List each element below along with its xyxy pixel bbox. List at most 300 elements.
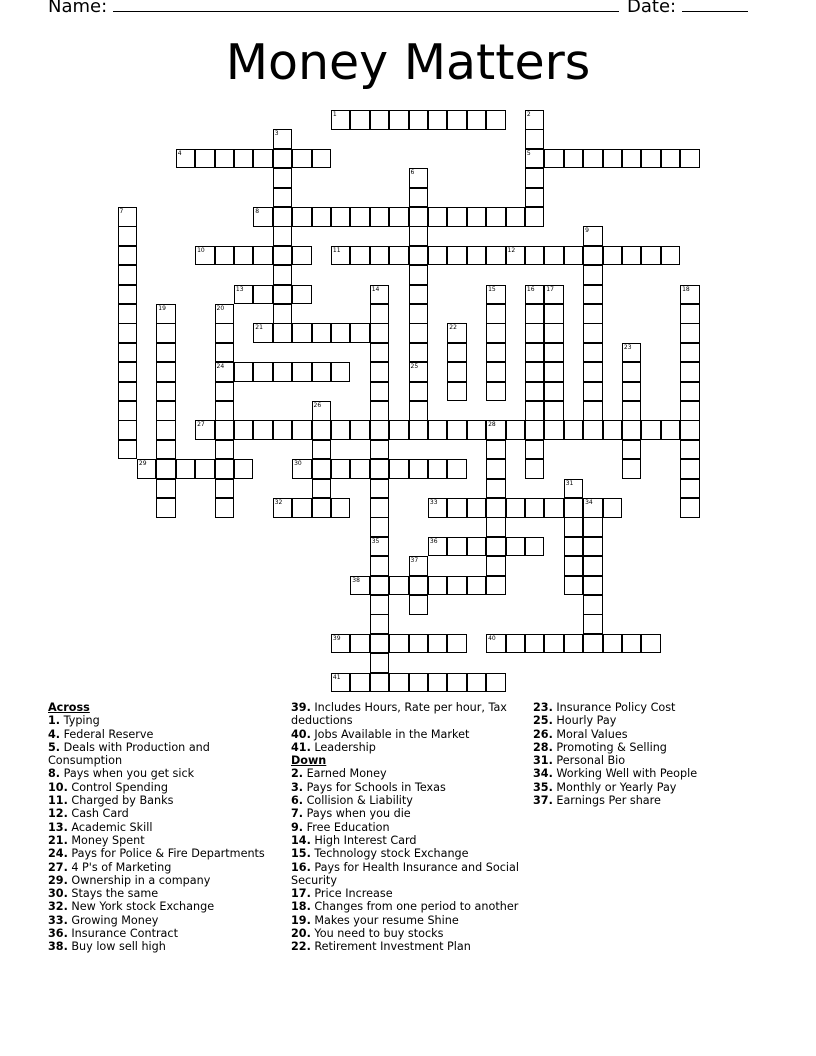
grid-cell[interactable] bbox=[273, 246, 293, 266]
grid-cell[interactable] bbox=[118, 401, 138, 421]
grid-cell[interactable] bbox=[603, 498, 623, 518]
grid-cell[interactable] bbox=[525, 207, 545, 227]
grid-cell[interactable] bbox=[370, 323, 390, 343]
grid-cell[interactable] bbox=[525, 362, 545, 382]
grid-cell[interactable] bbox=[331, 420, 351, 440]
grid-cell[interactable] bbox=[195, 459, 215, 479]
grid-cell[interactable] bbox=[234, 149, 254, 169]
grid-cell[interactable] bbox=[312, 479, 332, 499]
grid-cell[interactable] bbox=[409, 323, 429, 343]
grid-cell[interactable] bbox=[273, 304, 293, 324]
grid-cell[interactable] bbox=[680, 285, 700, 305]
grid-cell[interactable] bbox=[622, 401, 642, 421]
grid-cell[interactable] bbox=[370, 673, 390, 693]
grid-cell[interactable] bbox=[583, 149, 603, 169]
grid-cell[interactable] bbox=[583, 343, 603, 363]
grid-cell[interactable] bbox=[156, 459, 176, 479]
grid-cell[interactable] bbox=[486, 537, 506, 557]
grid-cell[interactable] bbox=[350, 634, 370, 654]
grid-cell[interactable] bbox=[428, 498, 448, 518]
grid-cell[interactable] bbox=[447, 576, 467, 596]
grid-cell[interactable] bbox=[428, 420, 448, 440]
grid-cell[interactable] bbox=[409, 207, 429, 227]
grid-cell[interactable] bbox=[622, 382, 642, 402]
grid-cell[interactable] bbox=[292, 420, 312, 440]
grid-cell[interactable] bbox=[564, 246, 584, 266]
grid-cell[interactable] bbox=[467, 498, 487, 518]
grid-cell[interactable] bbox=[603, 634, 623, 654]
grid-cell[interactable] bbox=[661, 246, 681, 266]
grid-cell[interactable] bbox=[447, 246, 467, 266]
grid-cell[interactable] bbox=[428, 110, 448, 130]
grid-cell[interactable] bbox=[486, 110, 506, 130]
grid-cell[interactable] bbox=[389, 576, 409, 596]
grid-cell[interactable] bbox=[583, 556, 603, 576]
grid-cell[interactable] bbox=[273, 420, 293, 440]
grid-cell[interactable] bbox=[409, 634, 429, 654]
grid-cell[interactable] bbox=[234, 285, 254, 305]
grid-cell[interactable] bbox=[118, 285, 138, 305]
grid-cell[interactable] bbox=[370, 556, 390, 576]
grid-cell[interactable] bbox=[215, 420, 235, 440]
grid-cell[interactable] bbox=[506, 246, 526, 266]
grid-cell[interactable] bbox=[564, 576, 584, 596]
grid-cell[interactable] bbox=[370, 343, 390, 363]
grid-cell[interactable] bbox=[525, 246, 545, 266]
grid-cell[interactable] bbox=[680, 362, 700, 382]
grid-cell[interactable] bbox=[312, 149, 332, 169]
grid-cell[interactable] bbox=[583, 420, 603, 440]
grid-cell[interactable] bbox=[486, 420, 506, 440]
grid-cell[interactable] bbox=[641, 149, 661, 169]
grid-cell[interactable] bbox=[447, 537, 467, 557]
grid-cell[interactable] bbox=[350, 110, 370, 130]
grid-cell[interactable] bbox=[156, 401, 176, 421]
grid-cell[interactable] bbox=[622, 246, 642, 266]
grid-cell[interactable] bbox=[603, 420, 623, 440]
grid-cell[interactable] bbox=[525, 188, 545, 208]
grid-cell[interactable] bbox=[234, 362, 254, 382]
grid-cell[interactable] bbox=[370, 420, 390, 440]
grid-cell[interactable] bbox=[215, 362, 235, 382]
grid-cell[interactable] bbox=[409, 556, 429, 576]
grid-cell[interactable] bbox=[409, 362, 429, 382]
grid-cell[interactable] bbox=[389, 634, 409, 654]
grid-cell[interactable] bbox=[544, 362, 564, 382]
grid-cell[interactable] bbox=[622, 362, 642, 382]
grid-cell[interactable] bbox=[176, 459, 196, 479]
grid-cell[interactable] bbox=[156, 343, 176, 363]
grid-cell[interactable] bbox=[544, 304, 564, 324]
grid-cell[interactable] bbox=[525, 110, 545, 130]
grid-cell[interactable] bbox=[583, 498, 603, 518]
grid-cell[interactable] bbox=[525, 459, 545, 479]
grid-cell[interactable] bbox=[253, 420, 273, 440]
grid-cell[interactable] bbox=[409, 420, 429, 440]
grid-cell[interactable] bbox=[389, 420, 409, 440]
grid-cell[interactable] bbox=[544, 285, 564, 305]
grid-cell[interactable] bbox=[312, 420, 332, 440]
grid-cell[interactable] bbox=[506, 537, 526, 557]
grid-cell[interactable] bbox=[428, 537, 448, 557]
grid-cell[interactable] bbox=[273, 188, 293, 208]
grid-cell[interactable] bbox=[583, 226, 603, 246]
grid-cell[interactable] bbox=[447, 343, 467, 363]
grid-cell[interactable] bbox=[409, 110, 429, 130]
grid-cell[interactable] bbox=[273, 207, 293, 227]
grid-cell[interactable] bbox=[564, 556, 584, 576]
grid-cell[interactable] bbox=[331, 246, 351, 266]
grid-cell[interactable] bbox=[486, 576, 506, 596]
grid-cell[interactable] bbox=[525, 420, 545, 440]
grid-cell[interactable] bbox=[331, 673, 351, 693]
grid-cell[interactable] bbox=[525, 149, 545, 169]
grid-cell[interactable] bbox=[118, 226, 138, 246]
grid-cell[interactable] bbox=[486, 207, 506, 227]
grid-cell[interactable] bbox=[409, 226, 429, 246]
grid-cell[interactable] bbox=[486, 304, 506, 324]
grid-cell[interactable] bbox=[118, 207, 138, 227]
grid-cell[interactable] bbox=[370, 246, 390, 266]
grid-cell[interactable] bbox=[234, 246, 254, 266]
grid-cell[interactable] bbox=[350, 246, 370, 266]
grid-cell[interactable] bbox=[486, 343, 506, 363]
grid-cell[interactable] bbox=[564, 537, 584, 557]
grid-cell[interactable] bbox=[292, 207, 312, 227]
grid-cell[interactable] bbox=[447, 634, 467, 654]
grid-cell[interactable] bbox=[680, 343, 700, 363]
grid-cell[interactable] bbox=[506, 634, 526, 654]
grid-cell[interactable] bbox=[389, 246, 409, 266]
grid-cell[interactable] bbox=[292, 323, 312, 343]
grid-cell[interactable] bbox=[409, 382, 429, 402]
grid-cell[interactable] bbox=[312, 440, 332, 460]
grid-cell[interactable] bbox=[506, 207, 526, 227]
grid-cell[interactable] bbox=[118, 382, 138, 402]
grid-cell[interactable] bbox=[583, 634, 603, 654]
grid-cell[interactable] bbox=[215, 401, 235, 421]
grid-cell[interactable] bbox=[273, 285, 293, 305]
grid-cell[interactable] bbox=[176, 149, 196, 169]
grid-cell[interactable] bbox=[641, 246, 661, 266]
grid-cell[interactable] bbox=[525, 498, 545, 518]
grid-cell[interactable] bbox=[118, 265, 138, 285]
grid-cell[interactable] bbox=[486, 673, 506, 693]
grid-cell[interactable] bbox=[661, 420, 681, 440]
grid-cell[interactable] bbox=[486, 498, 506, 518]
grid-cell[interactable] bbox=[680, 440, 700, 460]
grid-cell[interactable] bbox=[525, 129, 545, 149]
grid-cell[interactable] bbox=[661, 149, 681, 169]
grid-cell[interactable] bbox=[370, 537, 390, 557]
grid-cell[interactable] bbox=[428, 576, 448, 596]
grid-cell[interactable] bbox=[544, 420, 564, 440]
grid-cell[interactable] bbox=[583, 576, 603, 596]
grid-cell[interactable] bbox=[156, 382, 176, 402]
grid-cell[interactable] bbox=[447, 362, 467, 382]
grid-cell[interactable] bbox=[622, 440, 642, 460]
grid-cell[interactable] bbox=[544, 634, 564, 654]
grid-cell[interactable] bbox=[525, 401, 545, 421]
grid-cell[interactable] bbox=[486, 459, 506, 479]
grid-cell[interactable] bbox=[622, 149, 642, 169]
grid-cell[interactable] bbox=[350, 323, 370, 343]
grid-cell[interactable] bbox=[156, 362, 176, 382]
grid-cell[interactable] bbox=[292, 285, 312, 305]
grid-cell[interactable] bbox=[273, 226, 293, 246]
grid-cell[interactable] bbox=[409, 188, 429, 208]
grid-cell[interactable] bbox=[583, 246, 603, 266]
grid-cell[interactable] bbox=[583, 537, 603, 557]
grid-cell[interactable] bbox=[195, 246, 215, 266]
grid-cell[interactable] bbox=[312, 323, 332, 343]
grid-cell[interactable] bbox=[680, 479, 700, 499]
grid-cell[interactable] bbox=[680, 498, 700, 518]
grid-cell[interactable] bbox=[118, 420, 138, 440]
grid-cell[interactable] bbox=[583, 304, 603, 324]
grid-cell[interactable] bbox=[680, 304, 700, 324]
grid-cell[interactable] bbox=[467, 576, 487, 596]
grid-cell[interactable] bbox=[525, 537, 545, 557]
grid-cell[interactable] bbox=[312, 362, 332, 382]
grid-cell[interactable] bbox=[622, 459, 642, 479]
grid-cell[interactable] bbox=[680, 149, 700, 169]
grid-cell[interactable] bbox=[215, 304, 235, 324]
grid-cell[interactable] bbox=[253, 285, 273, 305]
grid-cell[interactable] bbox=[622, 420, 642, 440]
grid-cell[interactable] bbox=[370, 207, 390, 227]
grid-cell[interactable] bbox=[583, 517, 603, 537]
grid-cell[interactable] bbox=[370, 304, 390, 324]
grid-cell[interactable] bbox=[350, 420, 370, 440]
grid-cell[interactable] bbox=[467, 420, 487, 440]
grid-cell[interactable] bbox=[312, 401, 332, 421]
grid-cell[interactable] bbox=[253, 323, 273, 343]
grid-cell[interactable] bbox=[641, 420, 661, 440]
grid-cell[interactable] bbox=[583, 285, 603, 305]
grid-cell[interactable] bbox=[215, 498, 235, 518]
grid-cell[interactable] bbox=[118, 343, 138, 363]
grid-cell[interactable] bbox=[292, 498, 312, 518]
grid-cell[interactable] bbox=[622, 343, 642, 363]
grid-cell[interactable] bbox=[447, 498, 467, 518]
grid-cell[interactable] bbox=[253, 362, 273, 382]
grid-cell[interactable] bbox=[215, 149, 235, 169]
grid-cell[interactable] bbox=[273, 265, 293, 285]
grid-cell[interactable] bbox=[525, 285, 545, 305]
grid-cell[interactable] bbox=[564, 420, 584, 440]
grid-cell[interactable] bbox=[215, 382, 235, 402]
grid-cell[interactable] bbox=[273, 323, 293, 343]
grid-cell[interactable] bbox=[564, 149, 584, 169]
grid-cell[interactable] bbox=[583, 323, 603, 343]
grid-cell[interactable] bbox=[603, 149, 623, 169]
grid-cell[interactable] bbox=[389, 110, 409, 130]
grid-cell[interactable] bbox=[409, 265, 429, 285]
grid-cell[interactable] bbox=[544, 323, 564, 343]
grid-cell[interactable] bbox=[350, 673, 370, 693]
grid-cell[interactable] bbox=[389, 459, 409, 479]
grid-cell[interactable] bbox=[370, 440, 390, 460]
grid-cell[interactable] bbox=[215, 246, 235, 266]
grid-cell[interactable] bbox=[467, 207, 487, 227]
grid-cell[interactable] bbox=[544, 382, 564, 402]
grid-cell[interactable] bbox=[370, 614, 390, 634]
grid-cell[interactable] bbox=[428, 673, 448, 693]
grid-cell[interactable] bbox=[137, 459, 157, 479]
grid-cell[interactable] bbox=[370, 517, 390, 537]
grid-cell[interactable] bbox=[447, 420, 467, 440]
grid-cell[interactable] bbox=[467, 110, 487, 130]
grid-cell[interactable] bbox=[409, 401, 429, 421]
grid-cell[interactable] bbox=[409, 595, 429, 615]
grid-cell[interactable] bbox=[118, 362, 138, 382]
grid-cell[interactable] bbox=[273, 149, 293, 169]
grid-cell[interactable] bbox=[389, 673, 409, 693]
grid-cell[interactable] bbox=[506, 420, 526, 440]
grid-cell[interactable] bbox=[641, 634, 661, 654]
grid-cell[interactable] bbox=[292, 459, 312, 479]
grid-cell[interactable] bbox=[234, 420, 254, 440]
grid-cell[interactable] bbox=[350, 207, 370, 227]
grid-cell[interactable] bbox=[370, 595, 390, 615]
grid-cell[interactable] bbox=[409, 673, 429, 693]
grid-cell[interactable] bbox=[680, 459, 700, 479]
grid-cell[interactable] bbox=[370, 401, 390, 421]
grid-cell[interactable] bbox=[370, 382, 390, 402]
grid-cell[interactable] bbox=[564, 634, 584, 654]
grid-cell[interactable] bbox=[583, 265, 603, 285]
grid-cell[interactable] bbox=[331, 207, 351, 227]
grid-cell[interactable] bbox=[331, 634, 351, 654]
grid-cell[interactable] bbox=[370, 653, 390, 673]
grid-cell[interactable] bbox=[409, 246, 429, 266]
grid-cell[interactable] bbox=[273, 362, 293, 382]
grid-cell[interactable] bbox=[409, 304, 429, 324]
grid-cell[interactable] bbox=[525, 168, 545, 188]
grid-cell[interactable] bbox=[447, 323, 467, 343]
grid-cell[interactable] bbox=[292, 362, 312, 382]
grid-cell[interactable] bbox=[234, 459, 254, 479]
grid-cell[interactable] bbox=[156, 304, 176, 324]
grid-cell[interactable] bbox=[544, 149, 564, 169]
grid-cell[interactable] bbox=[486, 362, 506, 382]
grid-cell[interactable] bbox=[195, 420, 215, 440]
grid-cell[interactable] bbox=[273, 168, 293, 188]
grid-cell[interactable] bbox=[680, 323, 700, 343]
grid-cell[interactable] bbox=[331, 362, 351, 382]
grid-cell[interactable] bbox=[544, 401, 564, 421]
grid-cell[interactable] bbox=[215, 459, 235, 479]
grid-cell[interactable] bbox=[118, 440, 138, 460]
grid-cell[interactable] bbox=[544, 246, 564, 266]
grid-cell[interactable] bbox=[603, 246, 623, 266]
grid-cell[interactable] bbox=[506, 498, 526, 518]
grid-cell[interactable] bbox=[486, 382, 506, 402]
grid-cell[interactable] bbox=[215, 440, 235, 460]
grid-cell[interactable] bbox=[118, 246, 138, 266]
grid-cell[interactable] bbox=[370, 634, 390, 654]
grid-cell[interactable] bbox=[118, 323, 138, 343]
grid-cell[interactable] bbox=[525, 323, 545, 343]
grid-cell[interactable] bbox=[370, 576, 390, 596]
grid-cell[interactable] bbox=[156, 420, 176, 440]
grid-cell[interactable] bbox=[486, 479, 506, 499]
grid-cell[interactable] bbox=[331, 459, 351, 479]
grid-cell[interactable] bbox=[486, 440, 506, 460]
grid-cell[interactable] bbox=[447, 110, 467, 130]
grid-cell[interactable] bbox=[525, 304, 545, 324]
grid-cell[interactable] bbox=[312, 207, 332, 227]
grid-cell[interactable] bbox=[292, 149, 312, 169]
grid-cell[interactable] bbox=[486, 634, 506, 654]
grid-cell[interactable] bbox=[525, 440, 545, 460]
grid-cell[interactable] bbox=[467, 673, 487, 693]
grid-cell[interactable] bbox=[273, 129, 293, 149]
grid-cell[interactable] bbox=[409, 343, 429, 363]
grid-cell[interactable] bbox=[486, 517, 506, 537]
grid-cell[interactable] bbox=[370, 362, 390, 382]
grid-cell[interactable] bbox=[389, 207, 409, 227]
grid-cell[interactable] bbox=[583, 401, 603, 421]
grid-cell[interactable] bbox=[428, 246, 448, 266]
grid-cell[interactable] bbox=[292, 246, 312, 266]
grid-cell[interactable] bbox=[447, 673, 467, 693]
grid-cell[interactable] bbox=[350, 576, 370, 596]
grid-cell[interactable] bbox=[428, 459, 448, 479]
grid-cell[interactable] bbox=[583, 614, 603, 634]
grid-cell[interactable] bbox=[447, 207, 467, 227]
grid-cell[interactable] bbox=[486, 323, 506, 343]
grid-cell[interactable] bbox=[215, 479, 235, 499]
grid-cell[interactable] bbox=[273, 498, 293, 518]
grid-cell[interactable] bbox=[370, 110, 390, 130]
grid-cell[interactable] bbox=[428, 634, 448, 654]
grid-cell[interactable] bbox=[583, 382, 603, 402]
grid-cell[interactable] bbox=[467, 537, 487, 557]
grid-cell[interactable] bbox=[467, 246, 487, 266]
grid-cell[interactable] bbox=[409, 285, 429, 305]
grid-cell[interactable] bbox=[253, 246, 273, 266]
grid-cell[interactable] bbox=[486, 285, 506, 305]
grid-cell[interactable] bbox=[486, 246, 506, 266]
grid-cell[interactable] bbox=[622, 634, 642, 654]
grid-cell[interactable] bbox=[525, 382, 545, 402]
grid-cell[interactable] bbox=[409, 168, 429, 188]
grid-cell[interactable] bbox=[583, 595, 603, 615]
grid-cell[interactable] bbox=[544, 343, 564, 363]
grid-cell[interactable] bbox=[331, 498, 351, 518]
grid-cell[interactable] bbox=[370, 285, 390, 305]
grid-cell[interactable] bbox=[195, 149, 215, 169]
grid-cell[interactable] bbox=[525, 343, 545, 363]
grid-cell[interactable] bbox=[544, 498, 564, 518]
grid-cell[interactable] bbox=[564, 479, 584, 499]
grid-cell[interactable] bbox=[370, 459, 390, 479]
grid-cell[interactable] bbox=[350, 459, 370, 479]
grid-cell[interactable] bbox=[118, 304, 138, 324]
grid-cell[interactable] bbox=[253, 207, 273, 227]
grid-cell[interactable] bbox=[447, 382, 467, 402]
grid-cell[interactable] bbox=[215, 343, 235, 363]
grid-cell[interactable] bbox=[680, 382, 700, 402]
grid-cell[interactable] bbox=[156, 479, 176, 499]
grid-cell[interactable] bbox=[312, 498, 332, 518]
grid-cell[interactable] bbox=[447, 459, 467, 479]
grid-cell[interactable] bbox=[370, 498, 390, 518]
grid-cell[interactable] bbox=[409, 576, 429, 596]
grid-cell[interactable] bbox=[680, 420, 700, 440]
